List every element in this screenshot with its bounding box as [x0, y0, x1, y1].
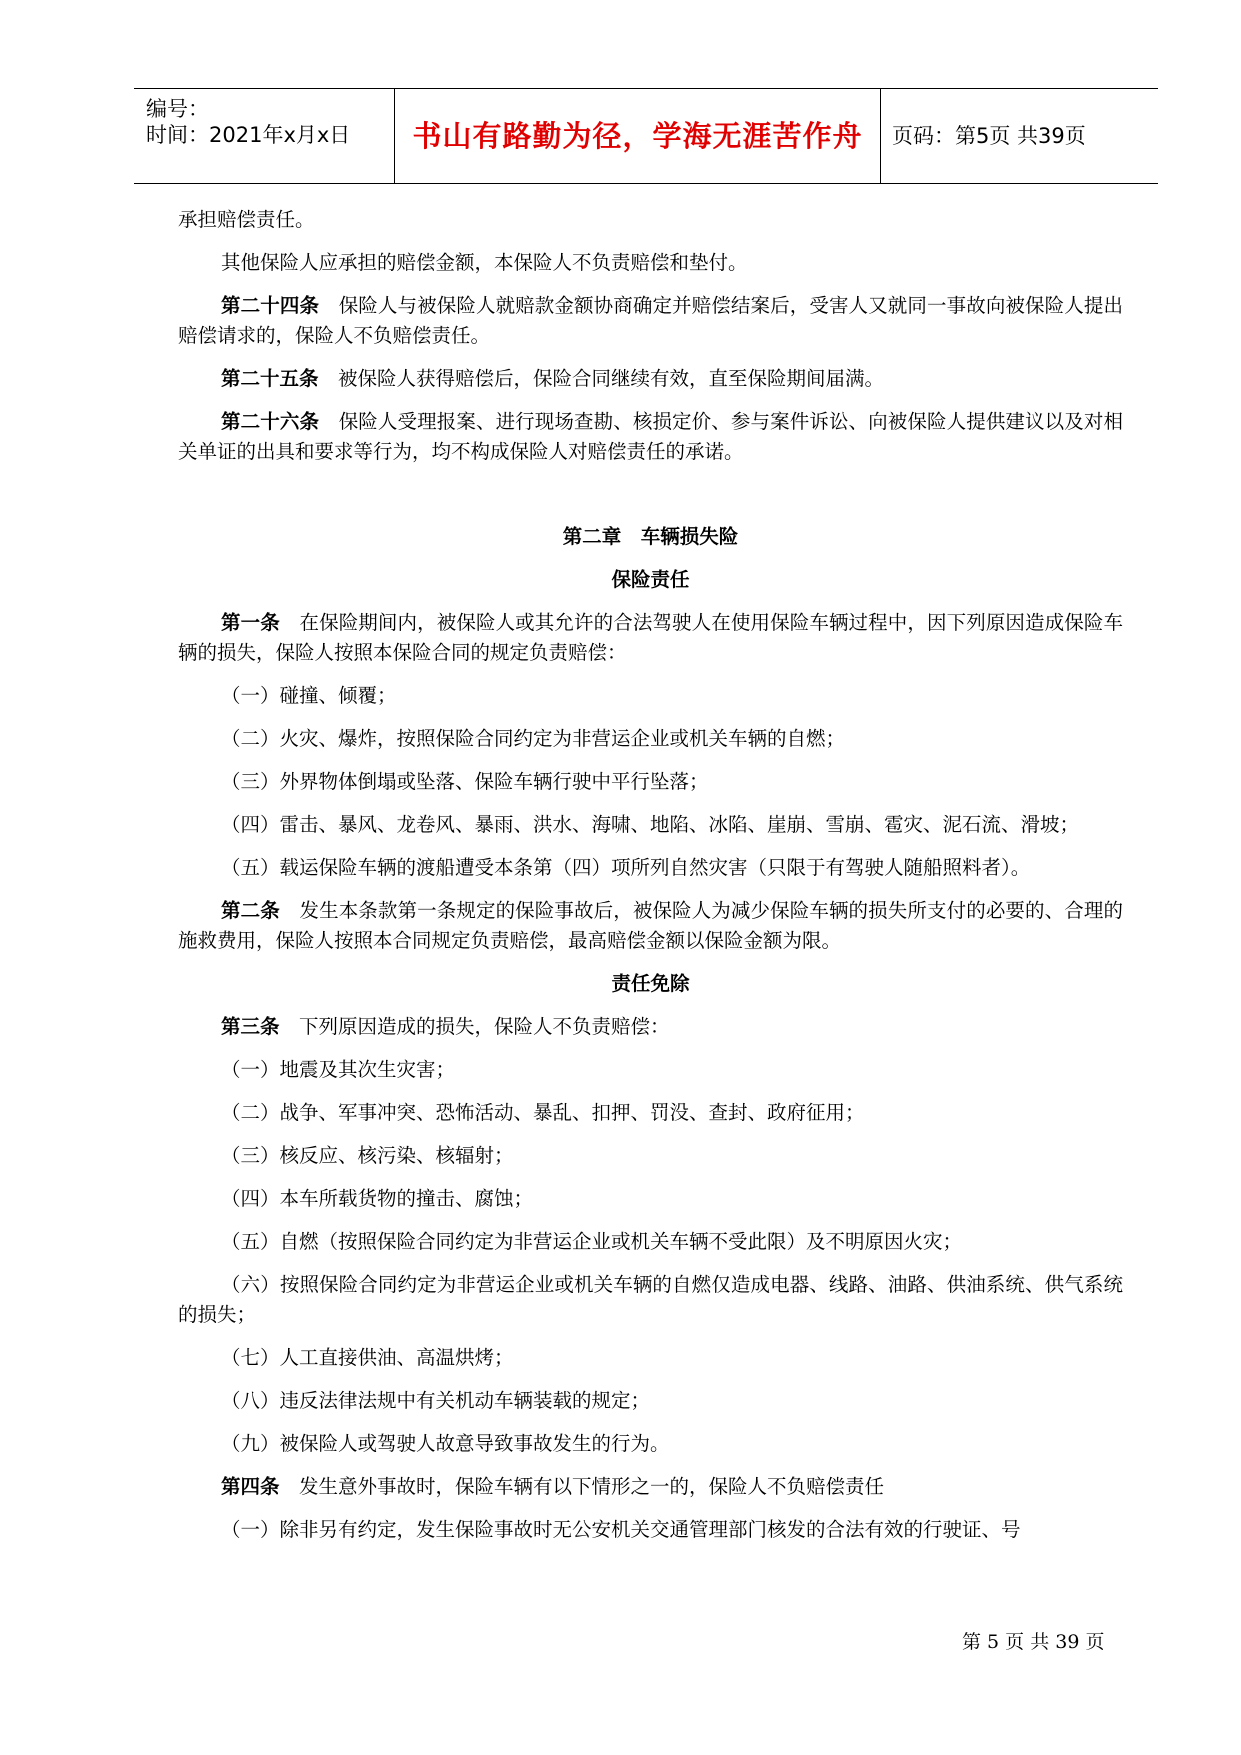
- article-number: 第二十六条: [221, 410, 320, 433]
- paragraph-text: （一）地震及其次生灾害；: [221, 1058, 456, 1081]
- clause-block-2: [178, 608, 1123, 956]
- header-page-info: 页码：第5页 共39页: [892, 124, 1086, 148]
- paragraph-text: （二）火灾、爆炸，按照保险合同约定为非营运企业或机关车辆的自燃；: [221, 727, 846, 750]
- document-body: [178, 205, 1123, 1558]
- paragraph-text: 被保险人获得赔偿后，保险合同继续有效，直至保险期间届满。: [338, 367, 885, 390]
- document-time-label: 时间：2021年x月x日: [146, 123, 351, 147]
- document-number-label: 编号：: [146, 97, 209, 121]
- paragraph-text: 其他保险人应承担的赔偿金额，本保险人不负责赔偿和垫付。: [221, 251, 748, 274]
- article-number: 第二十四条: [221, 294, 320, 317]
- paragraph: [178, 248, 1123, 278]
- paragraph-text: 发生本条款第一条规定的保险事故后，被保险人为减少保险车辆的损失所支付的必要的、合理的施救费用，保险人按照本合同规定负责赔偿，最高赔偿金额以保险金额为限。: [178, 899, 1123, 952]
- paragraph-text: （一）碰撞、倾覆；: [221, 684, 397, 707]
- paragraph-text: （二）战争、军事冲突、恐怖活动、暴乱、扣押、罚没、查封、政府征用；: [221, 1101, 865, 1124]
- paragraph-text: （三）核反应、核污染、核辐射；: [221, 1144, 514, 1167]
- paragraph: [178, 1515, 1123, 1545]
- page-footer: 第 5 页 共 39 页: [962, 1631, 1105, 1653]
- paragraph: [178, 291, 1123, 351]
- paragraph: [178, 1141, 1123, 1171]
- article-number: 第一条: [221, 611, 280, 634]
- chapter-title: 第二章 车辆损失险: [562, 525, 739, 548]
- paragraph: [178, 407, 1123, 467]
- paragraph: [178, 1184, 1123, 1214]
- paragraph-text: （四）雷击、暴风、龙卷风、暴雨、洪水、海啸、地陷、冰陷、崖崩、雪崩、雹灾、泥石流、滑坡；: [221, 813, 1080, 836]
- section-title-liability: 保险责任: [611, 568, 690, 591]
- paragraph: [178, 1429, 1123, 1459]
- paragraph: [178, 767, 1123, 797]
- paragraph-text: （五）自燃（按照保险合同约定为非营运企业或机关车辆不受此限）及不明原因火灾；: [221, 1230, 963, 1253]
- paragraph-text: （一）除非另有约定，发生保险事故时无公安机关交通管理部门核发的合法有效的行驶证、号: [221, 1518, 1021, 1541]
- paragraph: [178, 810, 1123, 840]
- article-number: 第四条: [221, 1475, 280, 1498]
- paragraph: [178, 1270, 1123, 1330]
- paragraph: [178, 205, 1123, 235]
- paragraph: [178, 1343, 1123, 1373]
- paragraph: [178, 1098, 1123, 1128]
- paragraph-text: 保险人受理报案、进行现场查勘、核损定价、参与案件诉讼、向被保险人提供建议以及对相关单证的出具和要求等行为，均不构成保险人对赔偿责任的承诺。: [178, 410, 1123, 463]
- paragraph: [178, 1012, 1123, 1042]
- paragraph-text: （三）外界物体倒塌或坠落、保险车辆行驶中平行坠落；: [221, 770, 709, 793]
- header-right-cell: [880, 89, 1158, 183]
- paragraph-text: （八）违反法律法规中有关机动车辆装载的规定；: [221, 1389, 651, 1412]
- article-number: 第二条: [221, 899, 280, 922]
- paragraph-text: （五）载运保险车辆的渡船遭受本条第（四）项所列自然灾害（只限于有驾驶人随船照料者）。: [221, 856, 1031, 879]
- header-motto: 书山有路勤为径，学海无涯苦作舟: [412, 119, 863, 153]
- paragraph: [178, 1386, 1123, 1416]
- paragraph: [178, 896, 1123, 956]
- paragraph-text: 发生意外事故时，保险车辆有以下情形之一的，保险人不负赔偿责任: [299, 1475, 885, 1498]
- paragraph: [178, 853, 1123, 883]
- paragraph: [178, 608, 1123, 668]
- paragraph: [178, 1055, 1123, 1085]
- paragraph: [178, 1227, 1123, 1257]
- clause-block-3: [178, 1012, 1123, 1545]
- paragraph-text: （九）被保险人或驾驶人故意导致事故发生的行为。: [221, 1432, 670, 1455]
- paragraph-text: 在保险期间内，被保险人或其允许的合法驾驶人在使用保险车辆过程中，因下列原因造成保险车辆的损失，保险人按照本保险合同的规定负责赔偿：: [178, 611, 1123, 664]
- paragraph: [178, 724, 1123, 754]
- paragraph-text: 下列原因造成的损失，保险人不负责赔偿：: [299, 1015, 670, 1038]
- paragraph-text: （四）本车所载货物的撞击、腐蚀；: [221, 1187, 534, 1210]
- article-number: 第二十五条: [221, 367, 319, 390]
- paragraph-text: 承担赔偿责任。: [178, 208, 315, 231]
- section-title-exclusions: 责任免除: [611, 972, 690, 995]
- header-table: [134, 88, 1158, 184]
- paragraph: [178, 1472, 1123, 1502]
- article-number: 第三条: [221, 1015, 280, 1038]
- clause-block-1: [178, 205, 1123, 467]
- paragraph: [178, 681, 1123, 711]
- header-motto-cell: [394, 89, 881, 183]
- paragraph-text: 保险人与被保险人就赔款金额协商确定并赔偿结案后，受害人又就同一事故向被保险人提出赔偿请求的，保险人不负赔偿责任。: [178, 294, 1123, 347]
- paragraph-text: （七）人工直接供油、高温烘烤；: [221, 1346, 514, 1369]
- header-left-cell: [134, 89, 394, 183]
- paragraph: [178, 364, 1123, 394]
- paragraph-text: （六）按照保险合同约定为非营运企业或机关车辆的自燃仅造成电器、线路、油路、供油系统、供气系统的损失；: [178, 1273, 1123, 1326]
